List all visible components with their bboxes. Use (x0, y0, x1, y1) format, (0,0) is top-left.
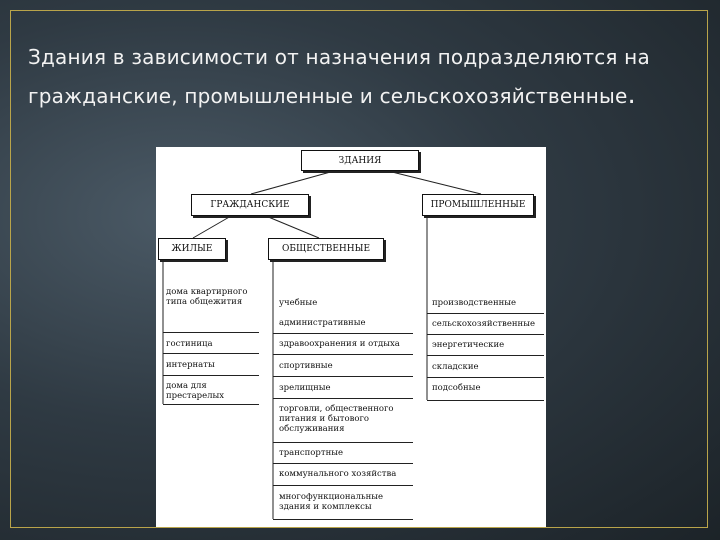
industrial-box (422, 194, 534, 216)
list-item: коммунального хозяйства (279, 469, 397, 479)
root-label: ЗДАНИЯ (338, 155, 382, 166)
list-item: подсобные (432, 383, 481, 393)
list-item: энергетические (432, 340, 505, 350)
title-dot: . (627, 80, 636, 110)
public-label: ОБЩЕСТВЕННЫЕ (281, 244, 371, 254)
list-item: учебные (279, 298, 318, 308)
industrial-label: ПРОМЫШЛЕННЫЕ (430, 200, 526, 210)
list-item: транспортные (279, 448, 344, 458)
list-item: складские (432, 362, 479, 372)
list-item: интернаты (166, 360, 215, 370)
title-text: Здания в зависимости от назначения подразделяются на гражданские, промышленные и сельскохозяйственные (28, 45, 650, 108)
list-item: производственные (432, 298, 517, 308)
list-item: торговли, общественного питания и бытового обслуживания (279, 404, 394, 434)
residential-box (158, 238, 226, 260)
public-box (268, 238, 384, 260)
buildings-classification-diagram (156, 147, 546, 527)
list-item: административные (279, 318, 366, 328)
civil-label: ГРАЖДАНСКИЕ (210, 200, 290, 210)
list-item: гостиница (166, 339, 213, 349)
list-item: зрелищные (279, 383, 331, 393)
residential-label: ЖИЛЫЕ (171, 244, 213, 254)
list-item: здравоохранения и отдыха (279, 339, 400, 349)
slide-title (28, 38, 698, 115)
list-item: многофункциональные здания и комплексы (279, 492, 384, 512)
list-item: сельскохозяйственные (432, 319, 535, 329)
list-item: дома для престарелых (166, 381, 225, 401)
list-item: дома квартирного типа общежития (166, 287, 248, 307)
list-item: спортивные (279, 361, 333, 371)
civil-box (191, 194, 309, 216)
root-box (301, 150, 419, 171)
